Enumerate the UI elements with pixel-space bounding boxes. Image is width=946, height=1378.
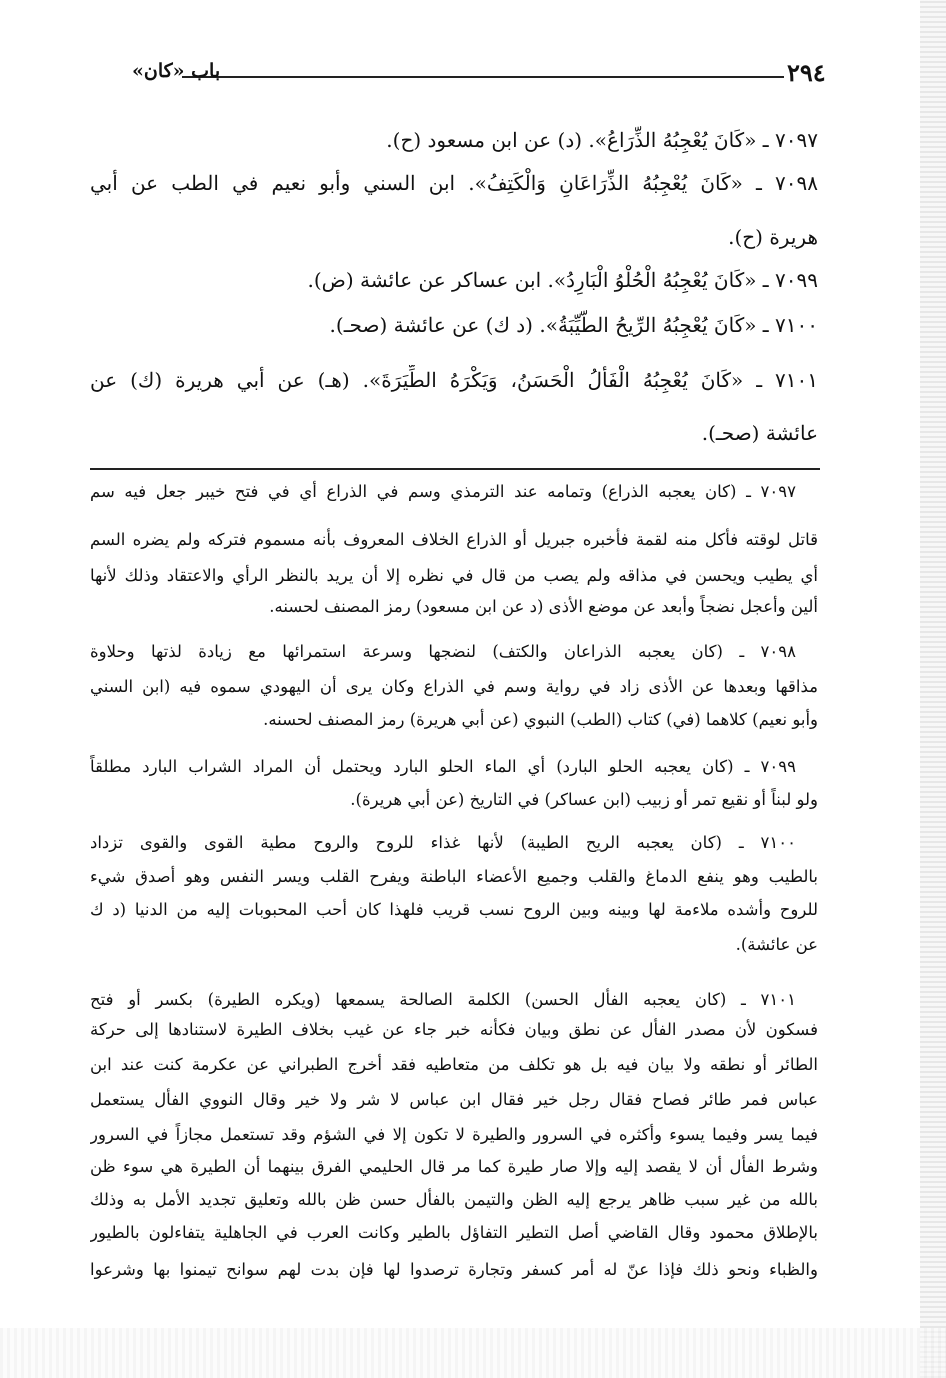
commentary-line: ٧٠٩٨ ـ (كان يعجبه الذراعان والكتف) لنضجها وسرعة استمرائها مع زيادة لذتها وحلاوة bbox=[90, 642, 796, 661]
commentary-line: والظباء ونحو ذلك فإذا عنّ له أمر كسفر وتجارة ترصدوا لها فإن بدت لهم سوانح تيمنوا بها وشرعوا bbox=[90, 1260, 818, 1279]
commentary-line: ٧٠٩٧ ـ (كان يعجبه الذراع) وتمامه عند الترمذي وسم في الذراع أي في فتح خيبر جعل فيه سم bbox=[90, 482, 796, 501]
commentary-line: عباس فمر طائر فصاح فقال رجل خير فقال ابن عباس لا شر ولا خير وقال النووي الفأل يستعمل bbox=[90, 1090, 818, 1109]
commentary-line: وشرط الفأل أن لا يقصد إليه وإلا صار طيرة كما مر قال الحليمي الفرق بينهما أن الطيرة هي سوء ظن bbox=[90, 1157, 818, 1176]
hadith-line: عائشة (صحـ). bbox=[701, 421, 818, 445]
commentary-line: مذاقها وبعدها عن الأذى زاد في رواية وسم في الذراع وكان يرى أن اليهودي سموه فيه (ابن السني bbox=[90, 677, 818, 696]
commentary-line: بالطيب وهو ينفع الدماغ والقلب وجميع الأعضاء الباطنة ويفرح القلب ويسر النفس وهو أصدق شيء bbox=[90, 867, 818, 886]
hadith-line: ٧١٠٠ ـ «كَانَ يُعْجِبُهُ الرِّيحُ الطَّيِّبَةُ». (د ك) عن عائشة (صحـ). bbox=[329, 313, 818, 337]
scan-edge-noise bbox=[920, 0, 946, 1378]
commentary-line: ٧٠٩٩ ـ (كان يعجبه الحلو البارد) أي الماء الحلو البارد ويحتمل أن المراد الشراب البارد مطلقاً bbox=[90, 757, 796, 776]
running-title: باب «كان» bbox=[132, 60, 221, 82]
footnote-separator bbox=[90, 468, 820, 470]
commentary-line: أي يطيب ويحسن في مذاقه ولم يصب من قال في نظره إلا أن يريد بالنظر الرأي والاعتقاد وذلك لأنها bbox=[90, 566, 818, 585]
hadith-line: ٧٠٩٧ ـ «كَانَ يُعْجِبُهُ الذِّرَاعُ». (د) عن ابن مسعود (ح). bbox=[386, 128, 818, 152]
commentary-line: الطائر أو نطقه ولا بيان فيه بل هو تكلف من متعاطيه فقد أخرج الطبراني عن عكرمة كنت عند ابن bbox=[90, 1055, 818, 1074]
commentary-line: للروح وأشده ملاءمة لها وبينه وبين الروح نسب قريب فلهذا كان أحب المحبوبات إليه من الدنيا (د ك bbox=[90, 900, 818, 919]
commentary-line: ولو لبناً أو نقيع تمر أو زبيب (ابن عساكر) في التاريخ (عن أبي هريرة). bbox=[350, 790, 818, 809]
commentary-line: وأبو نعيم) كلاهما (في) كتاب (الطب) النبوي (عن أبي هريرة) رمز المصنف لحسنه. bbox=[263, 710, 818, 729]
commentary-line: عن عائشة). bbox=[735, 935, 818, 954]
header-rule bbox=[182, 76, 784, 78]
commentary-line: ٧١٠٠ ـ (كان يعجبه الريح الطيبة) لأنها غذاء للروح والروح مطية القوى والقوى تزداد bbox=[90, 833, 796, 852]
commentary-line: بالله من غير سبب ظاهر يرجع إليه الظن والتيمن بالفأل حسن ظن بالله وتعليق تجديد الأمل به وذلك bbox=[90, 1190, 818, 1209]
commentary-line: ألين وأعجل نضجاً وأبعد عن موضع الأذى (د عن ابن مسعود) رمز المصنف لحسنه. bbox=[269, 597, 818, 616]
hadith-line: ٧١٠١ ـ «كَانَ يُعْجِبُهُ الْفَأْلُ الْحَسَنُ، وَيَكْرَهُ الطِّيَرَةَ». (هـ) عن أبي هريرة (ك) عن bbox=[90, 368, 818, 392]
hadith-line: هريرة (ح). bbox=[728, 225, 818, 249]
commentary-line: قاتل لوقته فأكل منه لقمة فأخبره جبريل أو الذراع الخلاف المعروف بأنه مسموم فتركه ولم يضره السم bbox=[90, 530, 818, 549]
commentary-line: فيما يسر وفيما يسوء وأكثره في السرور والطيرة لا تكون إلا في الشؤم وقد تستعمل مجازاً في السرور bbox=[90, 1125, 818, 1144]
hadith-line: ٧٠٩٩ ـ «كَانَ يُعْجِبُهُ الْحُلْوُ الْبَارِدُ». ابن عساكر عن عائشة (ض). bbox=[307, 268, 818, 292]
commentary-line: بالإطلاق محمود وقال القاضي أصل التطير التفاؤل بالطير وكانت العرب في الجاهلية يتفاءلون بالطيور bbox=[90, 1223, 818, 1242]
commentary-line: فسكون لأن مصدر الفأل عن نطق وبيان فكأنه خبر جاء عن غيب بخلاف الطيرة لاستنادها إلى حركة bbox=[90, 1020, 818, 1039]
hadith-line: ٧٠٩٨ ـ «كَانَ يُعْجِبُهُ الذِّرَاعَانِ وَالْكَتِفُ». ابن السني وأبو نعيم في الطب عن أبي bbox=[90, 171, 818, 195]
commentary-line: ٧١٠١ ـ (كان يعجبه الفأل الحسن) الكلمة الصالحة يسمعها (ويكره الطيرة) بكسر أو فتح bbox=[90, 990, 796, 1009]
page-number: ٢٩٤ bbox=[787, 58, 826, 87]
scan-bottom-noise bbox=[0, 1328, 946, 1378]
